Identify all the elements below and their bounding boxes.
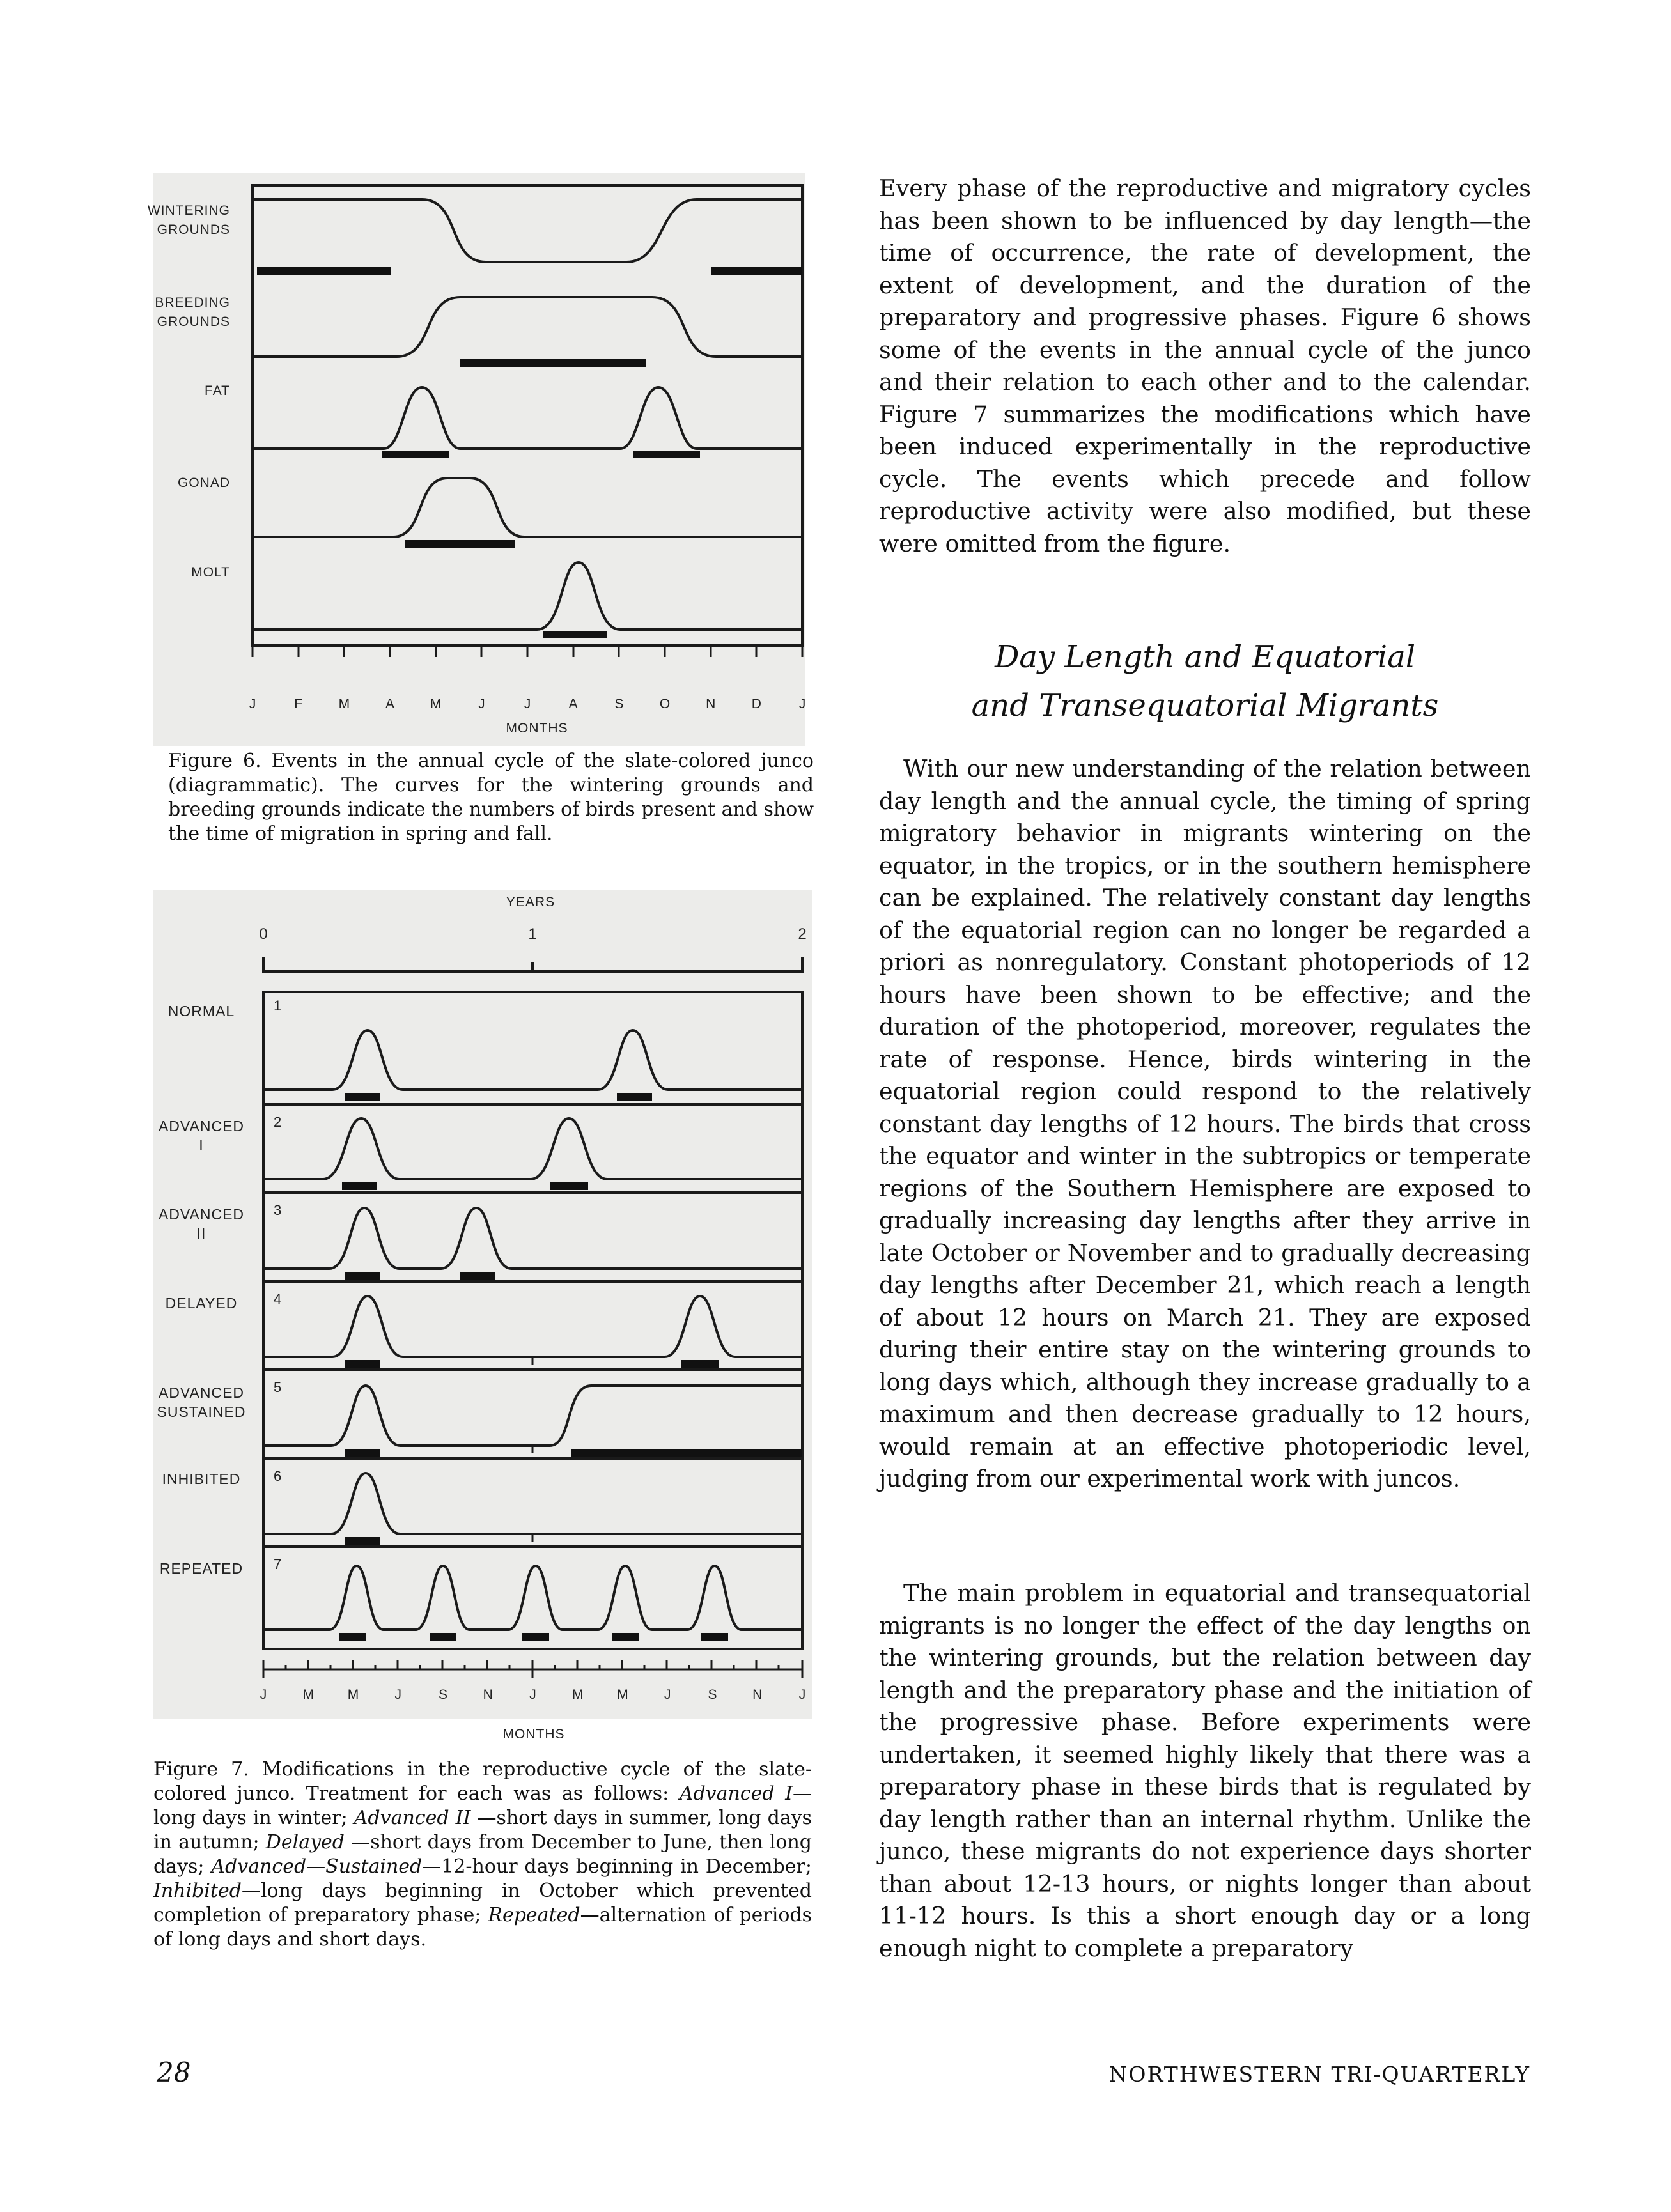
figure-7-month-label: J xyxy=(664,1687,671,1702)
figure-7-caption-part: Repeated xyxy=(488,1904,580,1926)
figure-7-month-label: N xyxy=(483,1687,493,1702)
figure-7-year-label: 1 xyxy=(528,925,537,943)
figure-6-month-label: J xyxy=(798,697,806,711)
figure-6-month-label: S xyxy=(614,697,624,711)
figure-6-month-label: M xyxy=(338,697,350,711)
figure-7-row-number: 3 xyxy=(274,1202,283,1218)
paragraph-3-text: The main problem in equatorial and transequatorial migrants is no longer the effect of the day lengths on the wintering grounds, but the relation between day length and the preparatory phase and the initiation of the progressive phase. Before experiments were undertaken, it seemed highly likely that there was a preparatory phase in these birds that is regulated by day length rather than an internal rhythm. Unlike the junco, these migrants do not experience days shorter than about 12-13 hours, or nights longer than about 11-12 hours. Is this a short enough day or a long enough night to complete a preparatory xyxy=(879,1579,1531,1962)
paragraph-1-text: Every phase of the reproductive and migratory cycles has been shown to be influenced by day length—the time of occurrence, the rate of development, the extent of development, and the duration of the preparatory and progressive phases. Figure 6 shows some of the events in the annual cycle of the junco and their relation to each other and to the calendar. Figure 7 summarizes the modifications which have been induced experimentally in the reproductive cycle. The events which precede and follow reproductive activity were also modified, but these were omitted from the figure. xyxy=(879,174,1531,557)
figure-7-month-label: M xyxy=(572,1687,584,1702)
figure-6-row-label: GROUNDS xyxy=(157,314,230,329)
figure-6-row-label: WINTERING xyxy=(147,203,230,218)
figure-7-xlabel: MONTHS xyxy=(502,1727,565,1742)
figure-7-month-label: S xyxy=(438,1687,447,1702)
figure-7-row-number: 5 xyxy=(274,1379,283,1395)
figure-7-caption-part: —long days in winter; xyxy=(153,1783,812,1829)
figure-6-caption: Figure 6. Events in the annual cycle of the slate-colored junco (diagrammatic). The curves for the wintering grounds and breeding grounds indicate the numbers of birds present and show the time of migration in spring and fall. xyxy=(168,750,814,845)
figure-7-caption-part: —alternation of periods of long days and short days. xyxy=(153,1904,812,1951)
paragraph-2 xyxy=(879,753,1531,1496)
figure-7-row-label: ADVANCED xyxy=(158,1206,245,1223)
paragraph-1 xyxy=(879,173,1531,560)
section-heading xyxy=(879,633,1531,730)
figure-7-month-label: J xyxy=(529,1687,536,1702)
figure-6-month-label: A xyxy=(568,697,578,711)
figure-7-row-label: REPEATED xyxy=(159,1560,244,1577)
figure-7-row-number: 4 xyxy=(274,1291,283,1307)
figure-7-caption-part: Delayed xyxy=(265,1831,345,1853)
figure-7-row-number: 1 xyxy=(274,998,283,1014)
figure-6-month-label: M xyxy=(430,697,442,711)
figure-7-years-title: YEARS xyxy=(506,895,556,909)
page-number: 28 xyxy=(157,2057,191,2088)
figure-7-row-label: ADVANCED xyxy=(158,1384,245,1401)
figure-7-month-label: J xyxy=(260,1687,267,1702)
figure-6-row-label: FAT xyxy=(205,383,230,398)
figure-6-row-label: MOLT xyxy=(191,565,230,580)
figure-7-row-label: II xyxy=(196,1225,206,1242)
figure-7-year-label: 0 xyxy=(259,925,268,943)
figure-7-row-label: INHIBITED xyxy=(162,1471,241,1487)
figure-6-month-label: D xyxy=(751,697,761,711)
figure-6-month-label: J xyxy=(478,697,485,711)
figure-7-caption-part: Advanced—Sustained xyxy=(211,1855,423,1878)
figure-7-month-label: N xyxy=(752,1687,763,1702)
paragraph-2-text: With our new understanding of the relation between day length and the annual cycle, the timing of spring migratory behavior in migrants wintering on the equator, in the tropics, or in the southern hemisphere can be explained. The relatively constant day lengths of the equatorial region can no longer be regarded a priori as nonregulatory. Constant photoperiods of 12 hours have been shown to be effective; and the duration of the photoperiod, moreover, regulates the rate of response. Hence, birds wintering in the equatorial region could respond to the relatively constant day lengths of 12 hours. The birds that cross the equator and winter in the subtropics or temperate regions of the Southern Hemisphere are exposed to gradually increasing day lengths after they arrive in late October or November and to gradually decreasing day lengths after December 21, which reach a length of about 12 hours on March 21. They are exposed during their entire stay on the wintering grounds to long days which, although they increase gradually to a maximum and then decrease gradually to 12 hours, would remain at an effective photoperiodic level, judging from our experimental work with juncos. xyxy=(879,755,1531,1492)
figure-6-month-label: A xyxy=(385,697,394,711)
figure-7-row-label: ADVANCED xyxy=(158,1118,245,1134)
figure-6-xlabel: MONTHS xyxy=(506,721,568,736)
figure-6-row-label: GONAD xyxy=(177,476,230,490)
paragraph-3 xyxy=(879,1577,1531,1965)
figure-7-caption-part: Advanced I xyxy=(679,1783,793,1805)
figure-7-month-label: M xyxy=(347,1687,359,1702)
figure-7-row-number: 2 xyxy=(274,1114,283,1130)
figure-7-month-label: S xyxy=(708,1687,717,1702)
figure-6-background xyxy=(153,173,805,746)
figure-6-row-label: BREEDING xyxy=(155,295,230,310)
figure-7-row-number: 7 xyxy=(274,1556,283,1572)
journal-title: NORTHWESTERN TRI-QUARTERLY xyxy=(1108,2062,1530,2087)
figure-7-row-label: SUSTAINED xyxy=(157,1404,246,1420)
figure-7-year-label: 2 xyxy=(798,925,807,943)
figure-7-caption-part: Figure 7. Modifications in the reproductive cycle of the slate-colored junco. Treatment for each was as follows: xyxy=(153,1758,812,1805)
heading-line-2: and Transequatorial Migrants xyxy=(971,688,1439,723)
figure-6-row-label: GROUNDS xyxy=(157,222,230,237)
figure-7-row-label: NORMAL xyxy=(167,1003,235,1019)
figure-7-row-number: 6 xyxy=(274,1468,283,1484)
figure-7-caption-part: —short days in summer, long days in autumn; xyxy=(153,1807,812,1853)
figure-6-month-label: J xyxy=(249,697,256,711)
heading-line-1: Day Length and Equatorial xyxy=(994,639,1416,675)
figure-6-month-label: J xyxy=(524,697,531,711)
figure-7-caption xyxy=(153,1758,812,1952)
figure-7-caption-part: —12-hour days beginning in December; xyxy=(422,1855,812,1878)
figure-6-month-label: F xyxy=(294,697,303,711)
figure-7-row-label: DELAYED xyxy=(165,1295,238,1311)
figure-7-month-label: M xyxy=(302,1687,314,1702)
figure-6-month-label: O xyxy=(659,697,671,711)
figure-7-background xyxy=(153,890,812,1719)
figure-7-caption-part: —short days from December to June, then long days; xyxy=(153,1831,812,1878)
figure-7-month-label: M xyxy=(617,1687,628,1702)
figure-7-month-label: J xyxy=(798,1687,806,1702)
figure-7-caption-part: Inhibited xyxy=(153,1880,242,1902)
figure-7-caption-part: Advanced II xyxy=(354,1807,471,1829)
figure-6-month-label: N xyxy=(706,697,716,711)
figure-7-month-label: J xyxy=(394,1687,401,1702)
figure-7-row-label: I xyxy=(199,1137,204,1154)
figure-7-caption-part: —long days beginning in October which prevented completion of preparatory phase; xyxy=(153,1880,812,1926)
